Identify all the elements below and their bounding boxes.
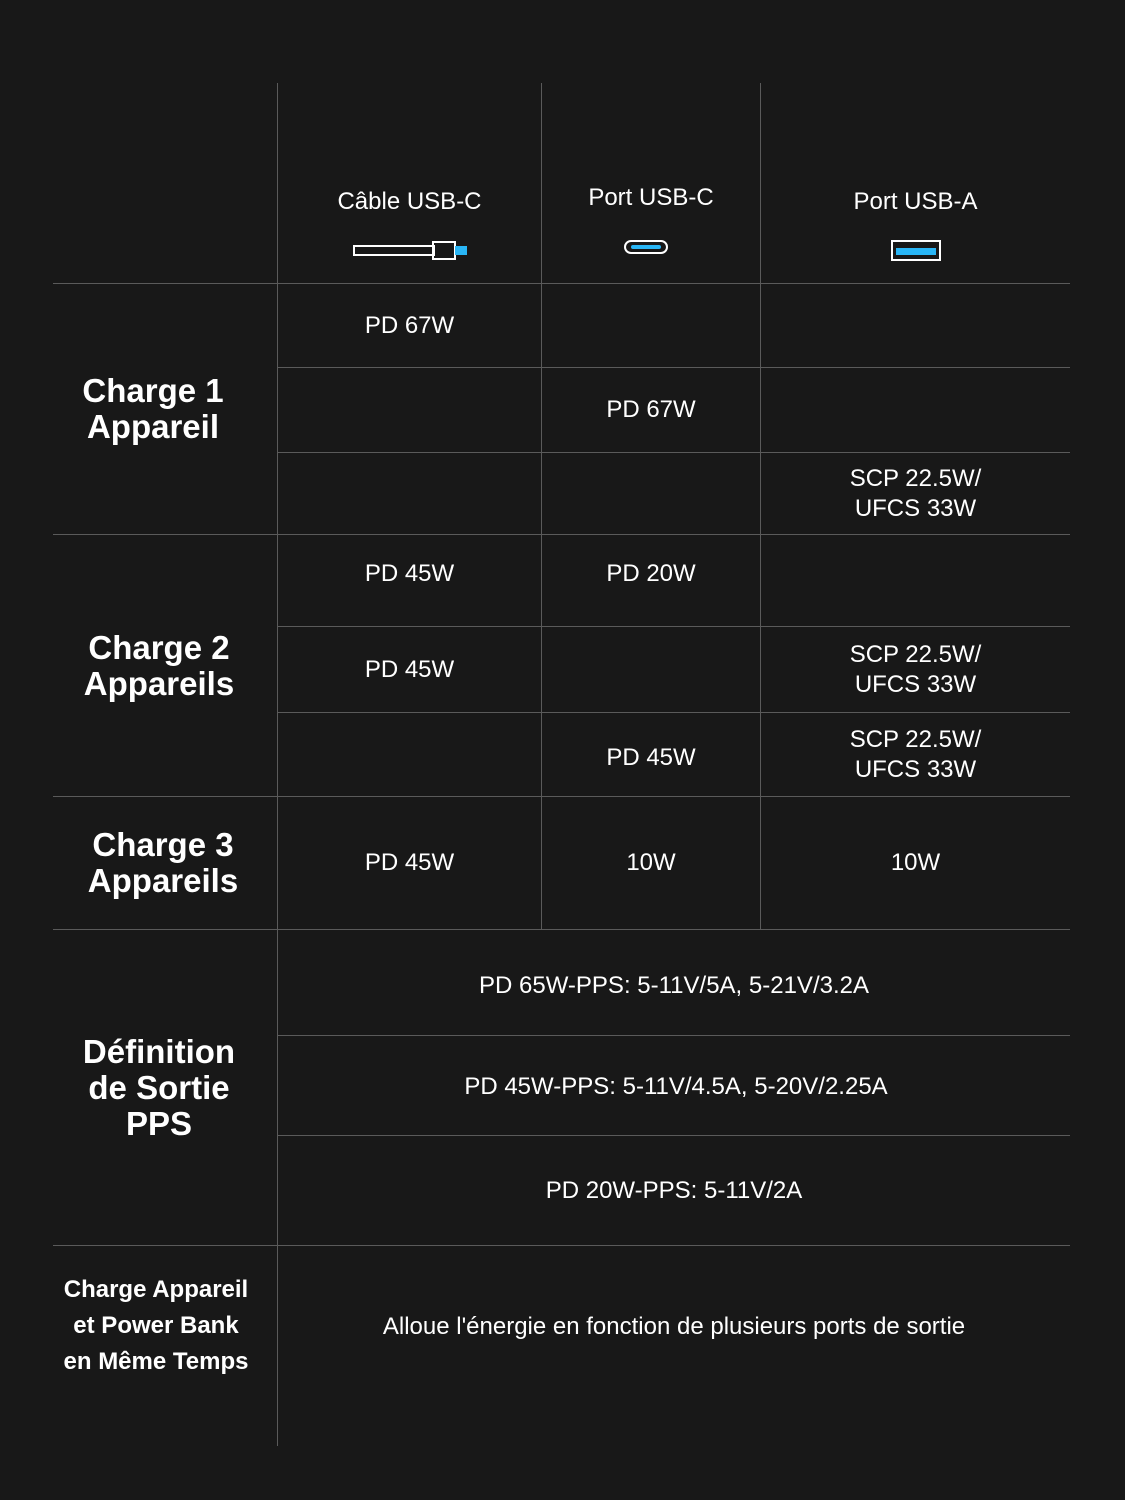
table-cell [278,713,541,796]
table-cell: 10W [890,849,941,876]
usb-a-port-icon [889,239,943,263]
row-group-charge-3: Charge 3 Appareils [87,826,239,899]
column-header-usb-c-cable: Câble USB-C [337,188,482,215]
usb-c-cable-icon [352,240,470,262]
row-group-charge-2: Charge 2 Appareils [83,628,235,702]
table-cell: SCP 22.5W/ UFCS 33W [849,640,982,698]
column-header-usb-c-port: Port USB-C [588,184,714,211]
table-cell [542,453,760,534]
table-cell [761,535,1070,613]
table-cell: PD 45W [364,655,455,683]
table-cell: 10W [626,849,676,876]
table-cell [761,368,1070,452]
table-cell [761,284,1070,367]
table-cell: SCP 22.5W/ UFCS 33W [849,725,982,783]
table-cell: PD 45W [364,560,455,587]
simultaneous-charging-text: Alloue l'énergie en fonction de plusieurs ports de sortie [382,1313,966,1340]
row-group-simultaneous: Charge Appareil et Power Bank en Même Temps [63,1276,249,1375]
table-cell [278,453,541,534]
table-cell: PD 67W [364,311,455,339]
pps-definition-row: PD 45W-PPS: 5-11V/4.5A, 5-20V/2.25A [464,1073,888,1100]
column-header-usb-a-port: Port USB-A [853,188,978,215]
table-cell [542,627,760,712]
pps-definition-row: PD 20W-PPS: 5-11V/2A [545,1177,803,1204]
table-cell: PD 45W [606,744,696,771]
pps-definition-row: PD 65W-PPS: 5-11V/5A, 5-21V/3.2A [479,972,869,999]
row-group-charge-1: Charge 1 Appareil [82,372,224,445]
table-cell [542,284,760,367]
table-cell: PD 20W [606,560,696,587]
row-group-pps: Définition de Sortie PPS [82,1032,236,1142]
usb-c-port-icon [623,238,669,256]
table-cell: PD 45W [364,849,455,876]
table-cell: PD 67W [606,396,696,423]
table-cell: SCP 22.5W/ UFCS 33W [849,464,982,522]
table-cell [278,368,541,452]
